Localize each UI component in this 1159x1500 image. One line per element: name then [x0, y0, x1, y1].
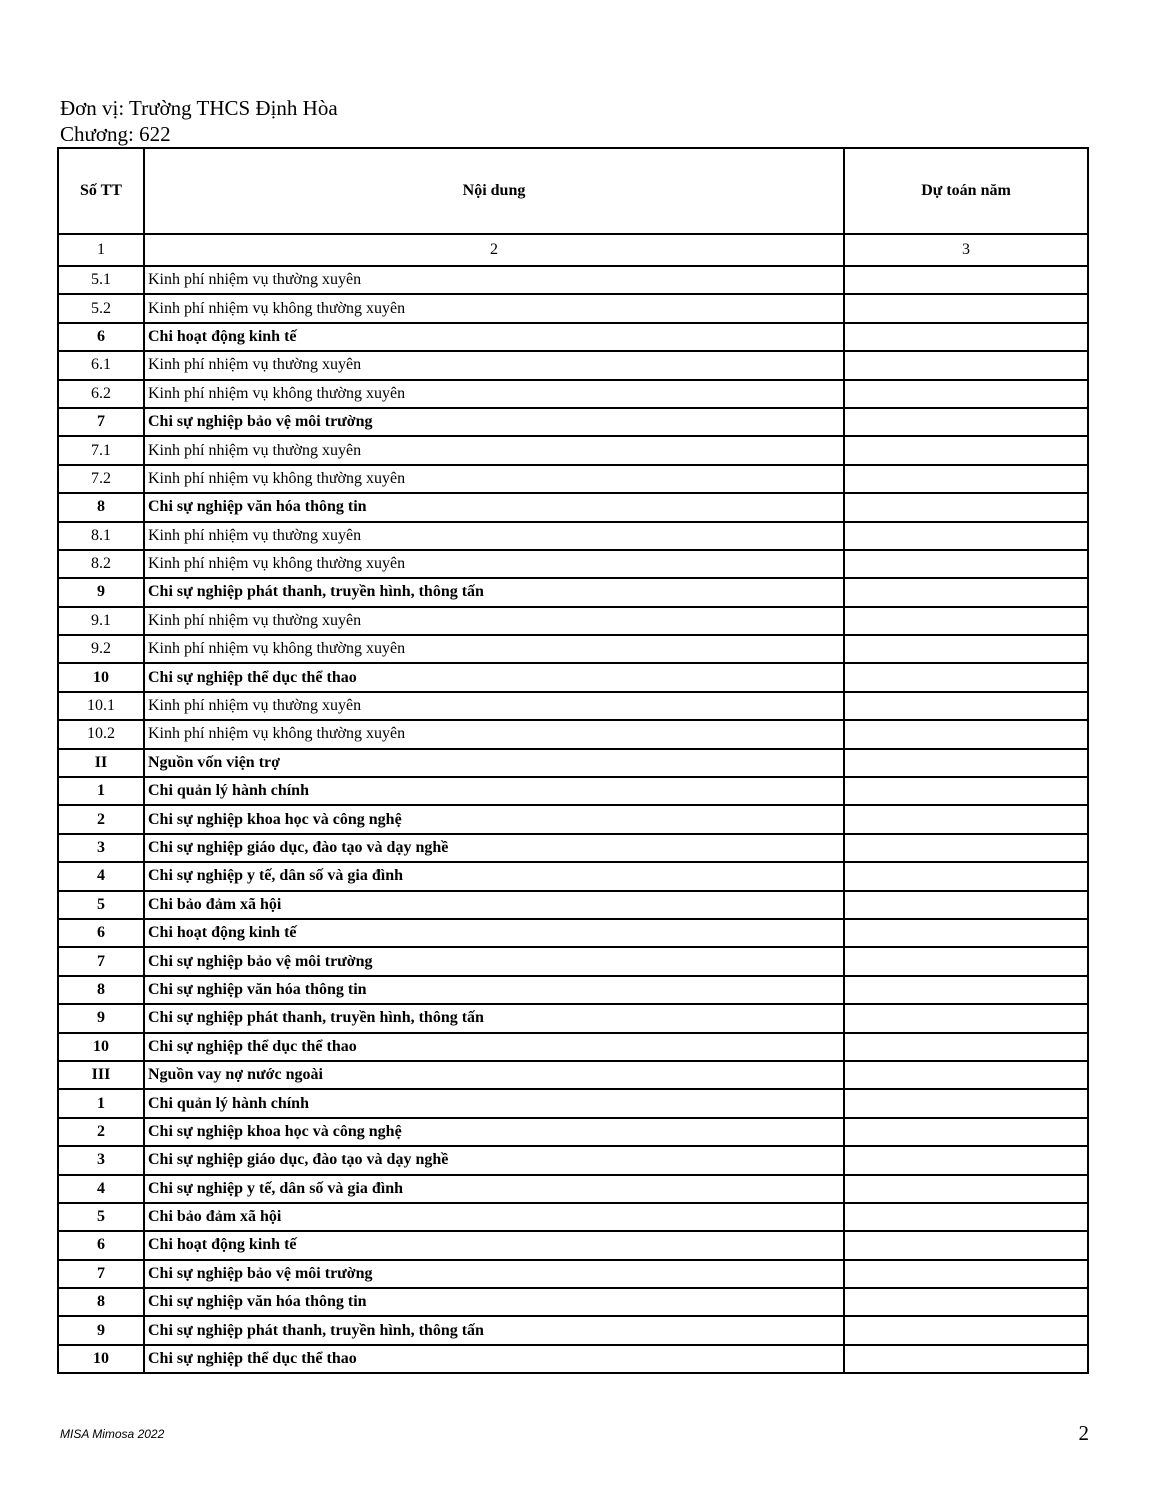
table-row	[58, 919, 1088, 947]
row-content: Chi sự nghiệp phát thanh, truyền hình, thông tấn	[144, 1004, 844, 1032]
column-number-3: 3	[844, 234, 1088, 266]
row-stt: 9	[58, 1316, 144, 1344]
header-row	[58, 148, 1088, 234]
row-content: Kinh phí nhiệm vụ không thường xuyên	[144, 294, 844, 322]
row-budget-value	[844, 1260, 1088, 1288]
row-content: Kinh phí nhiệm vụ không thường xuyên	[144, 635, 844, 663]
row-budget-value	[844, 862, 1088, 890]
row-budget-value	[844, 1089, 1088, 1117]
row-stt: II	[58, 749, 144, 777]
unit-label: Đơn vị: Trường THCS Định Hòa	[60, 96, 338, 120]
row-content: Chi sự nghiệp y tế, dân số và gia đình	[144, 1175, 844, 1203]
row-stt: 8.2	[58, 550, 144, 578]
row-budget-value	[844, 1203, 1088, 1231]
row-budget-value	[844, 663, 1088, 691]
table-row	[58, 323, 1088, 351]
table-row	[58, 1118, 1088, 1146]
table-row	[58, 294, 1088, 322]
row-content: Chi sự nghiệp phát thanh, truyền hình, thông tấn	[144, 578, 844, 606]
table-row	[58, 1089, 1088, 1117]
row-stt: 6.1	[58, 351, 144, 379]
row-content: Chi sự nghiệp thể dục thể thao	[144, 1345, 844, 1373]
table-row	[58, 720, 1088, 748]
page-number: 2	[1078, 1421, 1089, 1445]
table-row	[58, 947, 1088, 975]
row-content: Nguồn vốn viện trợ	[144, 749, 844, 777]
row-content: Chi sự nghiệp khoa học và công nghệ	[144, 805, 844, 833]
table-row	[58, 777, 1088, 805]
row-stt: 9	[58, 1004, 144, 1032]
row-stt: 10	[58, 663, 144, 691]
row-stt: 1	[58, 777, 144, 805]
table-row	[58, 578, 1088, 606]
row-stt: 6.2	[58, 380, 144, 408]
chapter-label: Chương: 622	[60, 122, 171, 146]
budget-table	[57, 147, 1089, 1374]
row-content: Chi hoạt động kinh tế	[144, 919, 844, 947]
row-budget-value	[844, 635, 1088, 663]
row-content: Chi sự nghiệp bảo vệ môi trường	[144, 408, 844, 436]
row-budget-value	[844, 294, 1088, 322]
row-budget-value	[844, 607, 1088, 635]
row-stt: 10.2	[58, 720, 144, 748]
row-budget-value	[844, 522, 1088, 550]
row-content: Kinh phí nhiệm vụ thường xuyên	[144, 266, 844, 294]
row-stt: 10	[58, 1345, 144, 1373]
table-row	[58, 862, 1088, 890]
table-row	[58, 266, 1088, 294]
row-budget-value	[844, 1316, 1088, 1344]
row-stt: 3	[58, 1146, 144, 1174]
row-content: Chi sự nghiệp văn hóa thông tin	[144, 976, 844, 1004]
row-budget-value	[844, 1175, 1088, 1203]
table-row	[58, 436, 1088, 464]
table-row	[58, 493, 1088, 521]
table-row	[58, 834, 1088, 862]
column-number-2: 2	[144, 234, 844, 266]
row-content: Chi sự nghiệp văn hóa thông tin	[144, 493, 844, 521]
row-content: Chi hoạt động kinh tế	[144, 323, 844, 351]
row-stt: 5	[58, 891, 144, 919]
row-stt: 8.1	[58, 522, 144, 550]
row-budget-value	[844, 976, 1088, 1004]
row-content: Kinh phí nhiệm vụ không thường xuyên	[144, 380, 844, 408]
row-budget-value	[844, 408, 1088, 436]
table-row	[58, 1203, 1088, 1231]
row-budget-value	[844, 692, 1088, 720]
row-budget-value	[844, 323, 1088, 351]
row-content: Chi sự nghiệp bảo vệ môi trường	[144, 947, 844, 975]
row-stt: 6	[58, 1231, 144, 1259]
table-row	[58, 891, 1088, 919]
table-row	[58, 550, 1088, 578]
row-stt: 5.2	[58, 294, 144, 322]
table-row	[58, 1231, 1088, 1259]
row-stt: 4	[58, 862, 144, 890]
row-content: Chi sự nghiệp khoa học và công nghệ	[144, 1118, 844, 1146]
row-budget-value	[844, 550, 1088, 578]
row-budget-value	[844, 947, 1088, 975]
row-content: Nguồn vay nợ nước ngoài	[144, 1061, 844, 1089]
row-content: Chi sự nghiệp thể dục thể thao	[144, 663, 844, 691]
row-stt: 9.1	[58, 607, 144, 635]
table-row	[58, 408, 1088, 436]
column-number-1: 1	[58, 234, 144, 266]
table-row	[58, 1288, 1088, 1316]
row-stt: 9.2	[58, 635, 144, 663]
row-stt: 10.1	[58, 692, 144, 720]
row-stt: 6	[58, 323, 144, 351]
software-footer: MISA Mimosa 2022	[60, 1427, 165, 1441]
row-content: Kinh phí nhiệm vụ thường xuyên	[144, 692, 844, 720]
row-content: Chi sự nghiệp văn hóa thông tin	[144, 1288, 844, 1316]
row-content: Kinh phí nhiệm vụ không thường xuyên	[144, 720, 844, 748]
table-row	[58, 1316, 1088, 1344]
row-content: Chi sự nghiệp y tế, dân số và gia đình	[144, 862, 844, 890]
row-budget-value	[844, 749, 1088, 777]
row-budget-value	[844, 578, 1088, 606]
row-budget-value	[844, 777, 1088, 805]
row-budget-value	[844, 1004, 1088, 1032]
row-budget-value	[844, 805, 1088, 833]
row-stt: 4	[58, 1175, 144, 1203]
row-stt: 6	[58, 919, 144, 947]
table-row	[58, 1345, 1088, 1373]
row-stt: 9	[58, 578, 144, 606]
row-content: Chi sự nghiệp giáo dục, đào tạo và dạy nghề	[144, 834, 844, 862]
row-content: Chi sự nghiệp giáo dục, đào tạo và dạy nghề	[144, 1146, 844, 1174]
table-row	[58, 1175, 1088, 1203]
row-content: Kinh phí nhiệm vụ thường xuyên	[144, 607, 844, 635]
row-stt: 2	[58, 805, 144, 833]
row-budget-value	[844, 351, 1088, 379]
table-row	[58, 663, 1088, 691]
row-content: Chi quản lý hành chính	[144, 1089, 844, 1117]
row-content: Kinh phí nhiệm vụ thường xuyên	[144, 522, 844, 550]
column-header-content: Nội dung	[144, 148, 844, 234]
row-content: Kinh phí nhiệm vụ thường xuyên	[144, 436, 844, 464]
table-row	[58, 1260, 1088, 1288]
row-budget-value	[844, 1345, 1088, 1373]
row-stt: 5.1	[58, 266, 144, 294]
row-budget-value	[844, 834, 1088, 862]
row-budget-value	[844, 1146, 1088, 1174]
row-stt: 1	[58, 1089, 144, 1117]
row-stt: 7	[58, 947, 144, 975]
row-content: Chi bảo đảm xã hội	[144, 1203, 844, 1231]
row-content: Kinh phí nhiệm vụ không thường xuyên	[144, 465, 844, 493]
row-stt: 7.1	[58, 436, 144, 464]
column-header-stt: Số TT	[58, 148, 144, 234]
row-budget-value	[844, 891, 1088, 919]
row-stt: 5	[58, 1203, 144, 1231]
row-content: Chi sự nghiệp phát thanh, truyền hình, thông tấn	[144, 1316, 844, 1344]
row-budget-value	[844, 436, 1088, 464]
row-content: Chi sự nghiệp bảo vệ môi trường	[144, 1260, 844, 1288]
row-budget-value	[844, 1033, 1088, 1061]
table-row	[58, 1004, 1088, 1032]
column-number-row	[58, 234, 1088, 266]
row-stt: III	[58, 1061, 144, 1089]
table-row	[58, 607, 1088, 635]
row-budget-value	[844, 266, 1088, 294]
table-row	[58, 805, 1088, 833]
row-budget-value	[844, 1118, 1088, 1146]
table-row	[58, 522, 1088, 550]
row-budget-value	[844, 465, 1088, 493]
row-budget-value	[844, 1061, 1088, 1089]
row-content: Chi bảo đảm xã hội	[144, 891, 844, 919]
row-budget-value	[844, 1288, 1088, 1316]
table-row	[58, 351, 1088, 379]
table-row	[58, 1061, 1088, 1089]
table-row	[58, 692, 1088, 720]
table-row	[58, 749, 1088, 777]
row-stt: 7	[58, 1260, 144, 1288]
row-stt: 2	[58, 1118, 144, 1146]
table-row	[58, 380, 1088, 408]
row-content: Kinh phí nhiệm vụ không thường xuyên	[144, 550, 844, 578]
row-stt: 3	[58, 834, 144, 862]
row-content: Chi hoạt động kinh tế	[144, 1231, 844, 1259]
row-budget-value	[844, 1231, 1088, 1259]
row-stt: 8	[58, 493, 144, 521]
row-content: Chi sự nghiệp thể dục thể thao	[144, 1033, 844, 1061]
column-header-budget: Dự toán năm	[844, 148, 1088, 234]
row-stt: 7.2	[58, 465, 144, 493]
row-stt: 10	[58, 1033, 144, 1061]
table-row	[58, 635, 1088, 663]
row-budget-value	[844, 720, 1088, 748]
table-row	[58, 1033, 1088, 1061]
row-budget-value	[844, 493, 1088, 521]
row-content: Chi quản lý hành chính	[144, 777, 844, 805]
row-stt: 8	[58, 976, 144, 1004]
table-row	[58, 1146, 1088, 1174]
row-budget-value	[844, 919, 1088, 947]
row-content: Kinh phí nhiệm vụ thường xuyên	[144, 351, 844, 379]
table-row	[58, 465, 1088, 493]
row-budget-value	[844, 380, 1088, 408]
row-stt: 7	[58, 408, 144, 436]
table-row	[58, 976, 1088, 1004]
row-stt: 8	[58, 1288, 144, 1316]
